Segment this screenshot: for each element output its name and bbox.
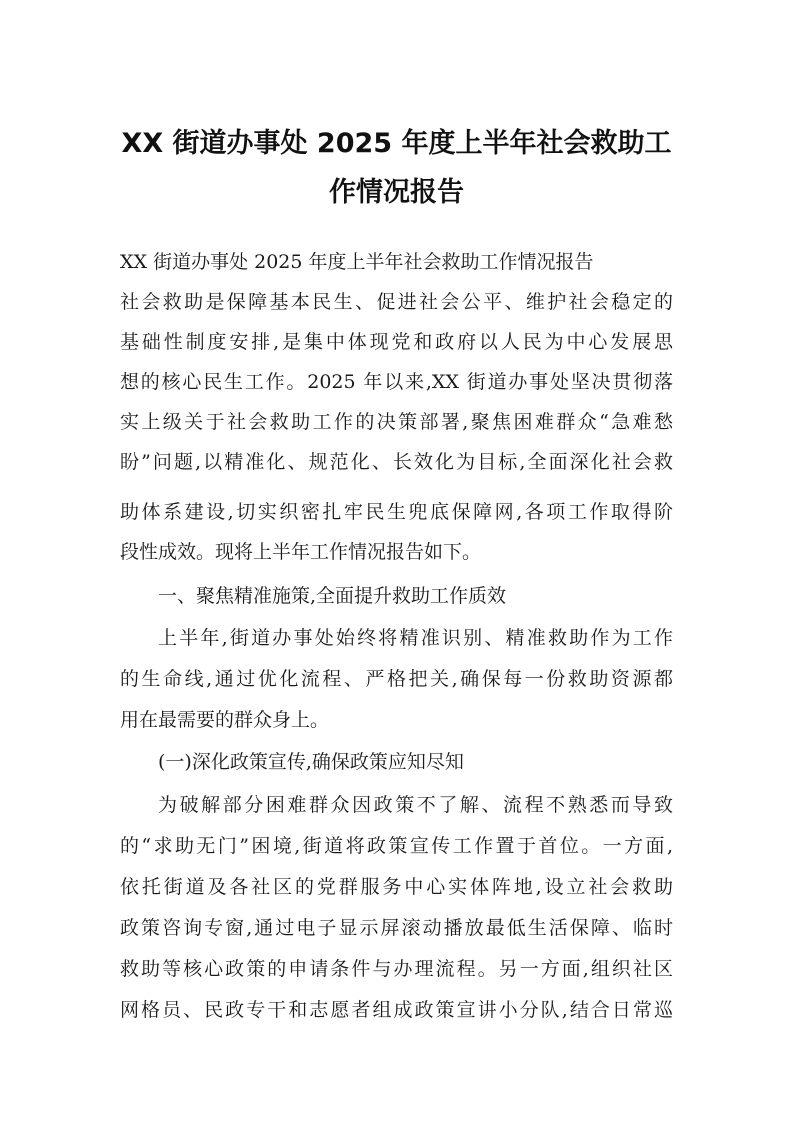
section-heading: 一、聚焦精准施策,全面提升救助工作质效 — [158, 585, 507, 607]
body-line: 政策咨询专窗,通过电子显示屏滚动播放最低生活保障、临时 — [120, 917, 673, 939]
document-title-line-1: XX 街道办事处 2025 年度上半年社会救助工 — [121, 128, 672, 159]
body-line: 用在最需要的群众身上。 — [120, 709, 330, 731]
body-line: 救助等核心政策的申请条件与办理流程。另一方面,组织社区 — [120, 958, 673, 980]
body-line: 的“求助无门”困境,街道将政策宣传工作置于首位。一方面, — [120, 835, 673, 857]
body-line: 段性成效。现将上半年工作情况报告如下。 — [120, 541, 482, 563]
body-line: 实上级关于社会救助工作的决策部署,聚焦困难群众“急难愁 — [120, 411, 673, 433]
body-line: XX 街道办事处 2025 年度上半年社会救助工作情况报告 — [120, 251, 594, 273]
body-line: 为破解部分困难群众因政策不了解、流程不熟悉而导致 — [158, 794, 673, 816]
body-line: 上半年,街道办事处始终将精准识别、精准救助作为工作 — [158, 627, 673, 649]
subsection-heading: (一)深化政策宣传,确保政策应知尽知 — [158, 751, 464, 773]
body-line: 助体系建设,切实织密扎牢民生兜底保障网,各项工作取得阶 — [120, 501, 673, 523]
body-line: 盼”问题,以精准化、规范化、长效化为目标,全面深化社会救 — [120, 451, 673, 473]
body-line: 社会救助是保障基本民生、促进社会公平、维护社会稳定的 — [120, 291, 673, 313]
body-line: 的生命线,通过优化流程、严格把关,确保每一份救助资源都 — [120, 668, 673, 690]
body-line: 想的核心民生工作。2025 年以来,XX 街道办事处坚决贯彻落 — [120, 371, 673, 393]
body-line: 网格员、民政专干和志愿者组成政策宣讲小分队,结合日常巡 — [120, 999, 673, 1021]
body-line: 依托街道及各社区的党群服务中心实体阵地,设立社会救助 — [120, 876, 673, 898]
document-title-line-2: 作情况报告 — [329, 177, 464, 208]
body-line: 基础性制度安排,是集中体现党和政府以人民为中心发展思 — [120, 331, 673, 353]
